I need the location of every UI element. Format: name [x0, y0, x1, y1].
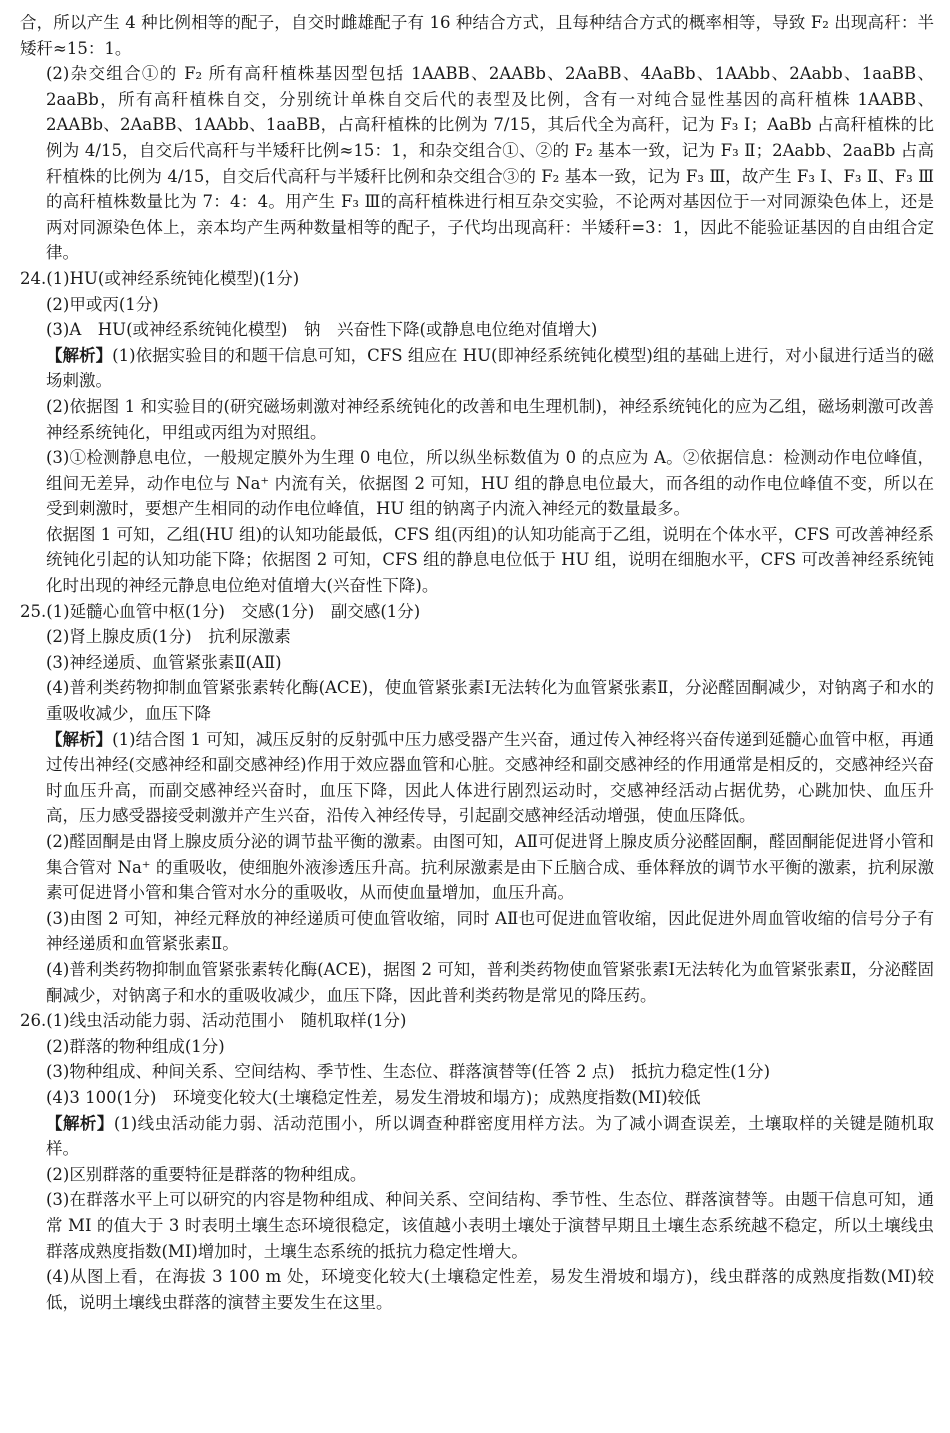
- q25-explanation-1-text: (1)结合图 1 可知，减压反射的反射弧中压力感受器产生兴奋，通过传入神经将兴奋传递到延髓心血管中枢，再通过传出神经(交感神经和副交感神经)作用于效应器血管和心脏。交感神经和副交感神经的作用通常是相反的，交感神经兴奋时血压升高，而副交感神经兴奋时，血压下降，因此人体进行剧烈运动时，交感神经活动占据优势，心跳加快、血压升高，压力感受器接受刺激并产生兴奋，沿传入神经传导，引起副交感神经活动增强，使血压降低。: [46, 729, 934, 826]
- q26-explanation-3: (3)在群落水平上可以研究的内容是物种组成、种间关系、空间结构、季节性、生态位、群落演替等。由题干信息可知，通常 MI 的值大于 3 时表明土壤生态环境很稳定，该值越小表明土壤处于演替早期且土壤生态系统越不稳定，所以土壤线虫群落成熟度指数(MI)增加时，土壤生态系统的抵抗力稳定性增大。: [46, 1190, 934, 1261]
- q24-explanation-1-text: (1)依据实验目的和题干信息可知，CFS 组应在 HU(即神经系统钝化模型)组的基础上进行，对小鼠进行适当的磁场刺激。: [46, 345, 934, 391]
- q26-explanation-1-text: (1)线虫活动能力弱、活动范围小，所以调查种群密度用样方法。为了减小调查误差，土壤取样的关键是随机取样。: [46, 1113, 935, 1159]
- intro-paragraph-2: (2)杂交组合①的 F₂ 所有高秆植株基因型包括 1AABB、2AABb、2AaBB、4AaBb、1AAbb、2Aabb、1aaBB、2aaBb，所有高秆植株自交，分别统计单株自交后代的表型及比例，含有一对纯合显性基因的高秆植株 1AABB、2AABb、2AaBB、1AAbb、1aaBB，占高秆植株的比例为 7/15，其后代全为高秆，记为 F₃ Ⅰ；AaBb 占高秆植株的比例为 4/15，自交后代高秆与半矮秆比例≈15：1，和杂交组合①、②的 F₂ 基本一致，记为 F₃ Ⅱ；2Aabb、2aaBb 占高秆植株的比例为 4/15，自交后代高秆与半矮秆比例和杂交组合③的 F₂ 基本一致，记为 F₃ Ⅲ，故产生 F₃ Ⅰ、F₃ Ⅱ、F₃ Ⅲ的高秆植株数量比为 7：4：4。用产生 F₃ Ⅲ的高秆植株进行相互杂交实验，不论两对基因位于一对同源染色体上，还是两对同源染色体上，亲本均产生两种数量相等的配子，子代均出现高秆：半矮秆=3：1，因此不能验证基因的自由组合定律。: [46, 64, 934, 263]
- q25-explanation-4: (4)普利类药物抑制血管紧张素转化酶(ACE)，据图 2 可知，普利类药物使血管紧张素Ⅰ无法转化为血管紧张素Ⅱ，分泌醛固酮减少，对钠离子和水的重吸收减少，血压下降，因此普利类药物是常见的降压药。: [46, 959, 934, 1005]
- q26-answer-4: (4)3 100(1分) 环境变化较大(土壤稳定性差，易发生滑坡和塌方)；成熟度指数(MI)较低: [46, 1087, 701, 1107]
- q25-explanation-3: (3)由图 2 可知，神经元释放的神经递质可使血管收缩，同时 AⅡ也可促进血管收缩，因此促进外周血管收缩的信号分子有神经递质和血管紧张素Ⅱ。: [46, 908, 934, 954]
- q25-explanation-1: [20, 727, 934, 829]
- q26-answer-2: (2)群落的物种组成(1分): [46, 1036, 225, 1056]
- analysis-tag: 【解析】: [46, 729, 113, 749]
- intro-paragraph-1: 合，所以产生 4 种比例相等的配子，自交时雌雄配子有 16 种结合方式，且每种结合方式的概率相等，导致 F₂ 出现高秆：半矮秆≈15：1。: [20, 13, 934, 58]
- q25-answer-1: 25.(1)延髓心血管中枢(1分) 交感(1分) 副交感(1分): [20, 601, 421, 621]
- q25-explanation-2: (2)醛固酮是由肾上腺皮质分泌的调节盐平衡的激素。由图可知，AⅡ可促进肾上腺皮质分泌醛固酮，醛固酮能促进肾小管和集合管对 Na⁺ 的重吸收，使细胞外液渗透压升高。抗利尿激素是由下丘脑合成、垂体释放的调节水平衡的激素，抗利尿激素可促进肾小管和集合管对水分的重吸收，从而使血量增加，血压升高。: [46, 832, 935, 903]
- q24-explanation-2: (2)依据图 1 和实验目的(研究磁场刺激对神经系统钝化的改善和电生理机制)，神经系统钝化的应为乙组，磁场刺激可改善神经系统钝化，甲组或丙组为对照组。: [46, 396, 934, 442]
- q26-explanation-4: (4)从图上看，在海拔 3 100 m 处，环境变化较大(土壤稳定性差，易发生滑坡和塌方)，线虫群落的成熟度指数(MI)较低，说明土壤线虫群落的演替主要发生在这里。: [46, 1267, 934, 1312]
- q26-answer-1: 26.(1)线虫活动能力弱、活动范围小 随机取样(1分): [20, 1011, 407, 1031]
- q26-explanation-2: (2)区别群落的重要特征是群落的物种组成。: [46, 1164, 367, 1184]
- q26-answer-3: (3)物种组成、种间关系、空间结构、季节性、生态位、群落演替等(任答 2 点) 抵抗力稳定性(1分): [46, 1062, 771, 1082]
- q24-explanation-3: (3)①检测静息电位，一般规定膜外为生理 0 电位，所以纵坐标数值为 0 的点应为 A。②依据信息：检测动作电位峰值，组间无差异，动作电位与 Na⁺ 内流有关，依据图 2 可知，HU 组的静息电位最大，而各组的动作电位峰值不变，所以在受到刺激时，要想产生相同的动作电位峰值，HU 组的钠离子内流入神经元的数量最多。: [46, 448, 934, 519]
- q25-answer-2: (2)肾上腺皮质(1分) 抗利尿激素: [46, 627, 291, 647]
- q25-answer-3: (3)神经递质、血管紧张素Ⅱ(AⅡ): [46, 652, 282, 672]
- q24-answer-2: (2)甲或丙(1分): [46, 294, 159, 314]
- analysis-tag: 【解析】: [46, 1113, 114, 1133]
- analysis-tag: 【解析】: [46, 345, 113, 365]
- q26-explanation-1: [20, 1111, 934, 1162]
- q25-answer-4: (4)普利类药物抑制血管紧张素转化酶(ACE)，使血管紧张素Ⅰ无法转化为血管紧张素Ⅱ，分泌醛固酮减少，对钠离子和水的重吸收减少，血压下降: [46, 678, 934, 724]
- q24-explanation-4: 依据图 1 可知，乙组(HU 组)的认知功能最低，CFS 组(丙组)的认知功能高于乙组，说明在个体水平，CFS 可改善神经系统钝化引起的认知功能下降；依据图 2 可知，CFS 组的静息电位低于 HU 组，说明在细胞水平，CFS 可改善神经系统钝化时出现的神经元静息电位绝对值增大(兴奋性下降)。: [46, 524, 934, 596]
- q24-answer-3: (3)A HU(或神经系统钝化模型) 钠 兴奋性下降(或静息电位绝对值增大): [46, 320, 598, 340]
- q24-answer-1: 24.(1)HU(或神经系统钝化模型)(1分): [20, 268, 300, 288]
- q24-explanation-1: [20, 343, 934, 394]
